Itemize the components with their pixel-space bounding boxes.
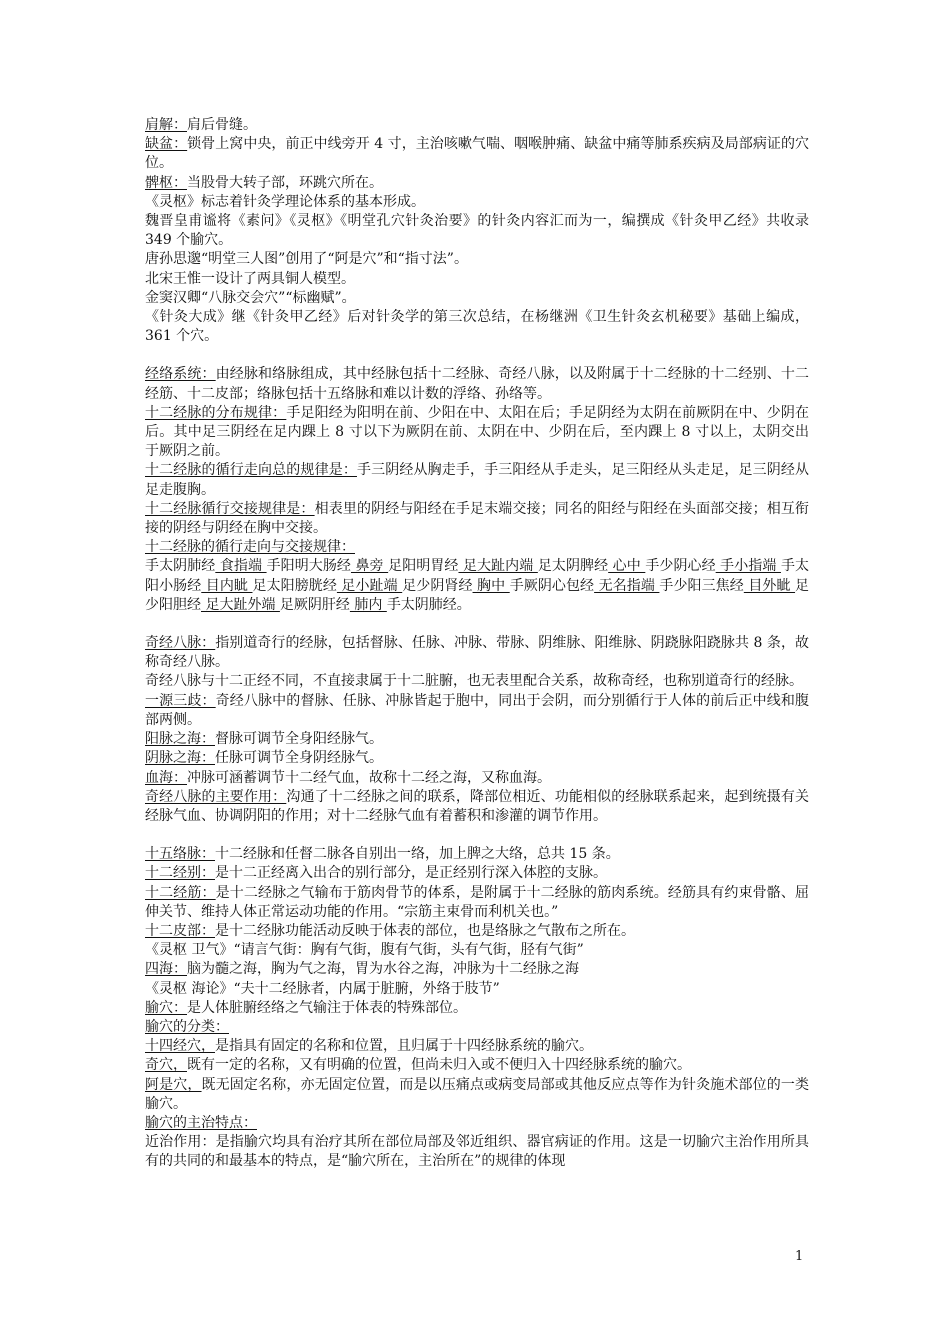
paragraph: [145, 960, 809, 979]
term-heading: 腧穴：: [145, 999, 187, 1016]
term-heading: 十二经脉的循行走向总的规律是：: [145, 462, 357, 479]
term-heading: 十二经脉循行交接规律是：: [145, 500, 315, 517]
paragraph: [145, 980, 809, 999]
meridian-name: 手太阴肺经: [145, 558, 216, 575]
term-heading: 四海：: [145, 961, 187, 978]
paragraph: [145, 749, 809, 768]
paragraph: [145, 1037, 809, 1056]
term-heading: 经络系统：: [145, 366, 216, 383]
meridian-junction: 食指端: [215, 558, 267, 575]
term-definition: 手足阳经为阳明在前、少阳在中、太阳在后；手足阴经为太阴在前厥阴在中、少阴在后。其中足三阴经在足内踝上 8 寸以下为厥阴在前、太阴在中、少阴在后，至内踝上 8 寸以上，太阴交出于厥阴之前。: [145, 404, 810, 460]
meridian-junction: 足大趾内端: [458, 558, 538, 575]
term-heading: 阳脉之海：: [145, 731, 215, 748]
paragraph: [145, 270, 809, 289]
paragraph-gap: [145, 615, 809, 634]
paragraph: [145, 461, 809, 499]
term-definition: 是十二经脉之气输布于筋肉骨节的体系，是附属于十二经脉的筋肉系统。经筋具有约束骨骼、屈伸关节、维持人体正常运动功能的作用。“宗筋主束骨而利机关也。”: [145, 884, 810, 920]
paragraph: [145, 788, 809, 826]
term-heading: 十二皮部：: [145, 922, 215, 939]
paragraph: [145, 135, 809, 173]
document-body: [145, 116, 809, 1172]
paragraph: [145, 730, 809, 749]
term-heading: 奇经八脉：: [145, 635, 216, 652]
paragraph: [145, 999, 809, 1018]
term-heading: 肩解：: [145, 117, 187, 133]
paragraph: [145, 174, 809, 193]
paragraph-gap: [145, 346, 809, 365]
term-definition: 是十二正经离入出合的别行部分，是正经别行深入体腔的支脉。: [215, 865, 607, 882]
term-heading: 阿是穴，: [145, 1076, 202, 1093]
paragraph: [145, 922, 809, 941]
paragraph: [145, 212, 809, 250]
meridian-junction: 目内眦: [201, 577, 253, 594]
paragraph: [145, 769, 809, 788]
meridian-name: 手太阴肺经。: [386, 596, 471, 613]
meridian-junction: 心中: [608, 558, 646, 575]
paragraph: [145, 884, 809, 922]
meridian-name: 足少阴肾经: [402, 577, 473, 594]
term-definition: 指别道奇行的经脉，包括督脉、任脉、冲脉、带脉、阴维脉、阳维脉、阴跷脉阳跷脉共 8 条，故称奇经八脉。: [145, 635, 809, 671]
term-definition: 《灵枢 卫气》“请言气街：胸有气街，腹有气街，头有气街，胫有气街”: [145, 942, 584, 959]
term-definition: 唐孙思邈“明堂三人图”创用了“阿是穴”和“指寸法”。: [145, 251, 468, 268]
paragraph: [145, 289, 809, 308]
term-definition: 沟通了十二经脉之间的联系，降部位相近、功能相似的经脉联系起来，起到统摄有关经脉气血、协调阴阳的作用；对十二经脉气血有着蓄积和渗灌的调节作用。: [145, 788, 810, 824]
paragraph: [145, 193, 809, 212]
meridian-name: 手少阳三焦经: [659, 577, 744, 594]
term-heading: 奇穴，: [145, 1057, 187, 1074]
paragraph: [145, 116, 809, 135]
term-definition: 相表里的阴经与阳经在手足末端交接；同名的阳经与阳经在头面部交接；相互衔接的阴经与阴经在胸中交接。: [145, 500, 810, 537]
meridian-name: 足少阳胆经: [145, 577, 810, 613]
paragraph: [145, 500, 809, 538]
term-definition: 督脉可调节全身阳经脉气。: [215, 731, 383, 748]
paragraph: [145, 365, 809, 403]
meridian-name: 足厥阴肝经: [279, 596, 350, 613]
meridian-junction: 足小趾端: [336, 577, 403, 594]
meridian-junction: 目外眦: [743, 577, 796, 594]
term-heading: 一源三歧：: [145, 692, 216, 709]
term-heading: 血海：: [145, 769, 187, 786]
meridian-junction: 手小指端: [715, 558, 781, 575]
term-heading: 十五络脉：: [145, 846, 215, 863]
paragraph: [145, 845, 809, 864]
meridian-junction: 鼻旁: [350, 558, 389, 575]
paragraph: [145, 672, 809, 691]
term-definition: 是十二经脉功能活动反映于体表的部位，也是络脉之气散布之所在。: [215, 922, 635, 939]
meridian-name: 手阳明大肠经: [266, 558, 351, 575]
paragraph: [145, 1076, 809, 1114]
term-heading: 十二经筋：: [145, 884, 216, 901]
meridian-junction: 肺内: [349, 596, 387, 613]
page-number: 1: [795, 1249, 804, 1264]
term-heading: 缺盆：: [145, 136, 188, 153]
term-definition: 锁骨上窝中央，前正中线旁开 4 寸，主治咳嗽气喘、咽喉肿痛、缺盆中痛等肺系疾病及局部病证的穴位。: [145, 136, 809, 172]
paragraph: [145, 1133, 809, 1171]
paragraph: [145, 692, 809, 730]
term-heading: 奇经八脉的主要作用：: [145, 788, 287, 805]
term-definition: 既有一定的名称，又有明确的位置，但尚未归入或不便归入十四经脉系统的腧穴。: [187, 1057, 691, 1074]
term-heading: 腧穴的主治特点：: [145, 1114, 257, 1131]
term-definition: 近治作用：是指腧穴均具有治疗其所在部位局部及邻近组织、器官病证的作用。这是一切腧穴主治作用所具有的共同的和最基本的特点，是“腧穴所在，主治所在”的规律的体现: [145, 1134, 809, 1170]
term-definition: 手三阴经从胸走手，手三阳经从手走头，足三阳经从头走足，足三阴经从足走腹胸。: [145, 462, 810, 498]
meridian-junction: 无名指端: [594, 577, 660, 594]
term-definition: 脑为髓之海，胸为气之海，胃为水谷之海，冲脉为十二经脉之海: [187, 961, 579, 978]
meridian-name: 手少阴心经: [645, 558, 716, 575]
term-definition: 北宋王惟一设计了两具铜人模型。: [145, 270, 355, 287]
meridian-junction: 胸中: [472, 577, 510, 594]
meridian-junction: 足大趾外端: [201, 596, 280, 613]
paragraph: [145, 308, 809, 346]
term-definition: 当股骨大转子部，环跳穴所在。: [187, 174, 383, 191]
meridian-name: 手厥阴心包经: [509, 577, 595, 594]
paragraph: [145, 864, 809, 883]
paragraph: [145, 634, 809, 672]
term-heading: 十二经脉的分布规律：: [145, 404, 287, 421]
term-definition: 肩后骨缝。: [187, 117, 257, 133]
term-definition: 奇经八脉与十二正经不同，不直接隶属于十二脏腑，也无表里配合关系，故称奇经，也称别道奇行的经脉。: [145, 673, 803, 690]
term-definition: 既无固定名称，亦无固定位置，而是以压痛点或病变局部或其他反应点等作为针灸施术部位的一类腧穴。: [145, 1076, 810, 1112]
paragraph: [145, 1018, 809, 1037]
meridian-name: 手太阳小肠经: [145, 558, 810, 594]
term-definition: 任脉可调节全身阴经脉气。: [215, 750, 383, 767]
term-heading: 阴脉之海：: [145, 750, 215, 767]
paragraph: [145, 557, 809, 615]
term-definition: 《灵枢 海论》“夫十二经脉者，内属于脏腑，外络于肢节”: [145, 980, 500, 997]
term-heading: 十二经别：: [145, 865, 215, 882]
meridian-name: 足太阴脾经: [537, 558, 609, 575]
paragraph-gap: [145, 826, 809, 845]
term-definition: 奇经八脉中的督脉、任脉、冲脉皆起于胞中，同出于会阴，而分别循行于人体的前后正中线和腹部两侧。: [145, 692, 810, 728]
term-heading: 腧穴的分类：: [145, 1018, 229, 1035]
term-heading: 髀枢：: [145, 174, 187, 191]
paragraph: [145, 1056, 809, 1075]
paragraph: [145, 538, 809, 557]
term-definition: 是人体脏腑经络之气输注于体表的特殊部位。: [187, 999, 467, 1016]
term-heading: 十二经脉的循行走向与交接规律：: [145, 539, 355, 556]
term-definition: 是指具有固定的名称和位置，且归属于十四经脉系统的腧穴。: [215, 1038, 593, 1055]
meridian-name: 足阳明胃经: [388, 558, 459, 575]
term-definition: 金窦汉卿“八脉交会穴”“标幽赋”。: [145, 289, 356, 306]
term-definition: 《针灸大成》继《针灸甲乙经》后对针灸学的第三次总结，在杨继洲《卫生针灸玄机秘要》基础上编成，361 个穴。: [145, 309, 809, 345]
paragraph: [145, 250, 809, 269]
term-definition: 十二经脉和任督二脉各自别出一络，加上脾之大络，总共 15 条。: [215, 846, 620, 863]
meridian-name: 足太阳膀胱经: [252, 577, 337, 594]
term-definition: 冲脉可涵蓄调节十二经气血，故称十二经之海，又称血海。: [187, 769, 551, 786]
term-definition: 《灵枢》标志着针灸学理论体系的基本形成。: [145, 193, 425, 210]
paragraph: [145, 1114, 809, 1133]
term-definition: 魏晋皇甫谧将《素问》《灵枢》《明堂孔穴针灸治要》的针灸内容汇而为一，编撰成《针灸甲乙经》共收录 349 个腧穴。: [145, 213, 809, 249]
term-definition: 由经脉和络脉组成，其中经脉包括十二经脉、奇经八脉，以及附属于十二经脉的十二经别、十二经筋、十二皮部；络脉包括十五络脉和难以计数的浮络、孙络等。: [145, 366, 810, 402]
paragraph: [145, 404, 809, 462]
paragraph: [145, 941, 809, 960]
term-heading: 十四经穴，: [145, 1038, 215, 1055]
